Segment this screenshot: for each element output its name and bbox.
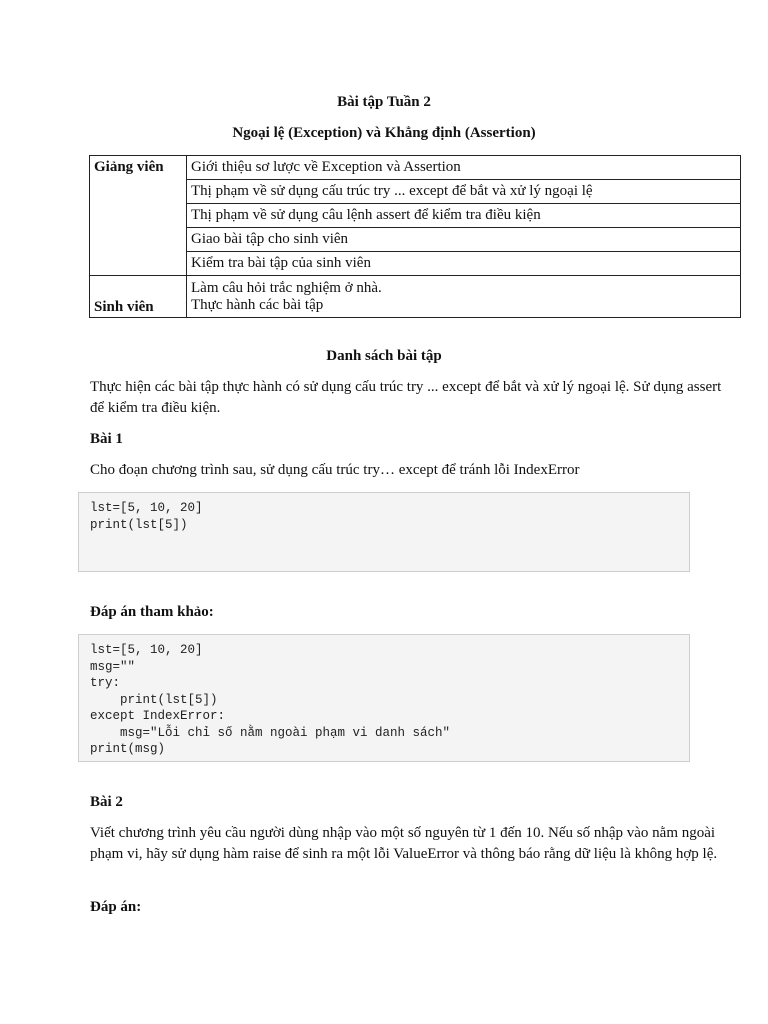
table-cell: Giao bài tập cho sinh viên — [187, 228, 741, 252]
table-row — [90, 180, 741, 204]
empty-role-cell — [90, 180, 187, 204]
empty-role-cell — [90, 204, 187, 228]
exercise-1-code-block: lst=[5, 10, 20] print(lst[5]) — [78, 492, 690, 572]
table-row — [90, 276, 741, 318]
table-row — [90, 156, 741, 180]
exercise-1-answer-heading: Đáp án tham khảo: — [90, 604, 214, 620]
exercise-2-prompt: Viết chương trình yêu cầu người dùng nhập vào một số nguyên từ 1 đến 10. Nếu số nhập vào nằm ngoài phạm vi, hãy sử dụng hàm raise để sinh ra một lỗi ValueError và thông báo rằng dữ liệu là không hợp lệ. — [90, 825, 718, 862]
table-row — [90, 228, 741, 252]
table-row — [90, 252, 741, 276]
exercise-2-answer-heading: Đáp án: — [90, 899, 142, 915]
empty-role-cell — [90, 252, 187, 276]
student-item: Thực hành các bài tập — [191, 296, 324, 313]
exercise-2-heading: Bài 2 — [90, 794, 123, 810]
table-cell: Thị phạm về sử dụng cấu trúc try ... except để bắt và xử lý ngoại lệ — [187, 180, 741, 204]
table-cell: Kiểm tra bài tập của sinh viên — [187, 252, 741, 276]
schedule-table — [89, 155, 741, 318]
student-item: Làm câu hỏi trắc nghiệm ở nhà. — [191, 279, 382, 296]
table-cell: Giới thiệu sơ lược về Exception và Assertion — [187, 156, 741, 180]
exercise-1-answer-code-block: lst=[5, 10, 20] msg="" try: print(lst[5]) except IndexError: msg="Lỗi chỉ số nằm ngoài phạm vi danh sách" print(msg) — [78, 634, 690, 762]
intro-paragraph: Thực hiện các bài tập thực hành có sử dụng cấu trúc try ... except để bắt và xử lý ngoại lệ. Sử dụng assert để kiểm tra điều kiện. — [90, 379, 722, 416]
document-title: Bài tập Tuần 2 — [337, 94, 431, 110]
table-cell: Thị phạm về sử dụng câu lệnh assert để kiểm tra điều kiện — [187, 204, 741, 228]
exercise-1-prompt: Cho đoạn chương trình sau, sử dụng cấu trúc try… except để tránh lỗi IndexError — [90, 462, 580, 478]
table-cell — [187, 276, 741, 318]
exercise-1-heading: Bài 1 — [90, 431, 123, 447]
student-role-cell: Sinh viên — [90, 276, 187, 318]
lecturer-role-cell: Giảng viên — [90, 156, 187, 180]
document-subtitle: Ngoại lệ (Exception) và Khẳng định (Assertion) — [232, 125, 536, 141]
table-row — [90, 204, 741, 228]
exercise-list-heading: Danh sách bài tập — [326, 348, 442, 364]
empty-role-cell — [90, 228, 187, 252]
